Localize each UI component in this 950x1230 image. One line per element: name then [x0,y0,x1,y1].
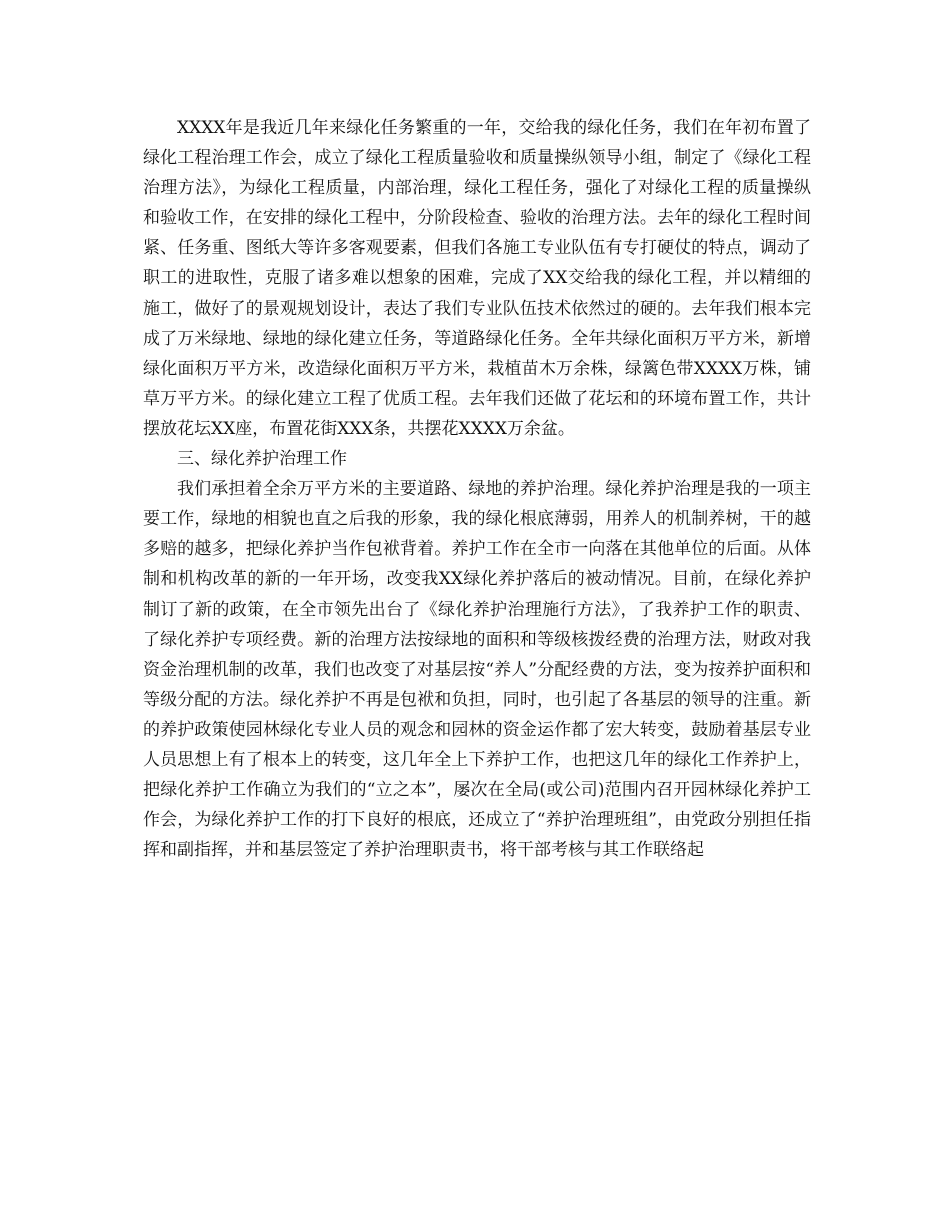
paragraph-maintenance-management: 我们承担着全余万平方米的主要道路、绿地的养护治理。绿化养护治理是我的一项主要工作，绿地的相貌也直之后我的形象，我的绿化根底薄弱，用养人的机制养树，干的越多赔的越多，把绿化养护当作包袱背着。养护工作在全市一向落在其他单位的后面。从体制和机构改革的新的一年开场，改变我XX绿化养护落后的被动情况。目前，在绿化养护制订了新的政策，在全市领先出台了《绿化养护治理施行方法》，了我养护工作的职责、了绿化养护专项经费。新的治理方法按绿地的面积和等级核拨经费的治理方法，财政对我资金治理机制的改革，我们也改变了对基层按“养人”分配经费的方法，变为按养护面积和等级分配的方法。绿化养护不再是包袱和负担，同时，也引起了各基层的领导的注重。新的养护政策使园林绿化专业人员的观念和园林的资金运作都了宏大转变，鼓励着基层专业人员思想上有了根本上的转变，这几年全上下养护工作，也把这几年的绿化工作养护上，把绿化养护工作确立为我们的“立之本”，屡次在全局(或公司)范围内召开园林绿化养护工作会，为绿化养护工作的打下良好的根底，还成立了“养护治理班组”，由党政分别担任指挥和副指挥，并和基层签定了养护治理职责书，将干部考核与其工作联络起 [143,479,811,861]
document-body [143,113,811,865]
paragraph-greening-projects: XXXX年是我近几年来绿化任务繁重的一年，交给我的绿化任务，我们在年初布置了绿化工程治理工作会，成立了绿化工程质量验收和质量操纵领导小组，制定了《绿化工程治理方法》，为绿化工程质量，内部治理，绿化工程任务，强化了对绿化工程的质量操纵和验收工作，在安排的绿化工程中，分阶段检查、验收的治理方法。去年的绿化工程时间紧、任务重、图纸大等许多客观要素，但我们各施工专业队伍有专打硬仗的特点，调动了职工的进取性，克服了诸多难以想象的困难，完成了XX交给我的绿化工程，并以精细的施工，做好了的景观规划设计，表达了我们专业队伍技术依然过的硬的。去年我们根本完成了万米绿地、绿地的绿化建立任务，等道路绿化任务。全年共绿化面积万平方米，新增绿化面积万平方米，改造绿化面积万平方米，栽植苗木万余株，绿篱色带XXXX万株，铺草万平方米。的绿化建立工程了优质工程。去年我们还做了花坛和的环境布置工作，共计摆放花坛XX座，布置花街XXX条，共摆花XXXX万余盆。 [143,118,811,439]
section-heading-maintenance: 三、绿化养护治理工作 [177,449,347,470]
